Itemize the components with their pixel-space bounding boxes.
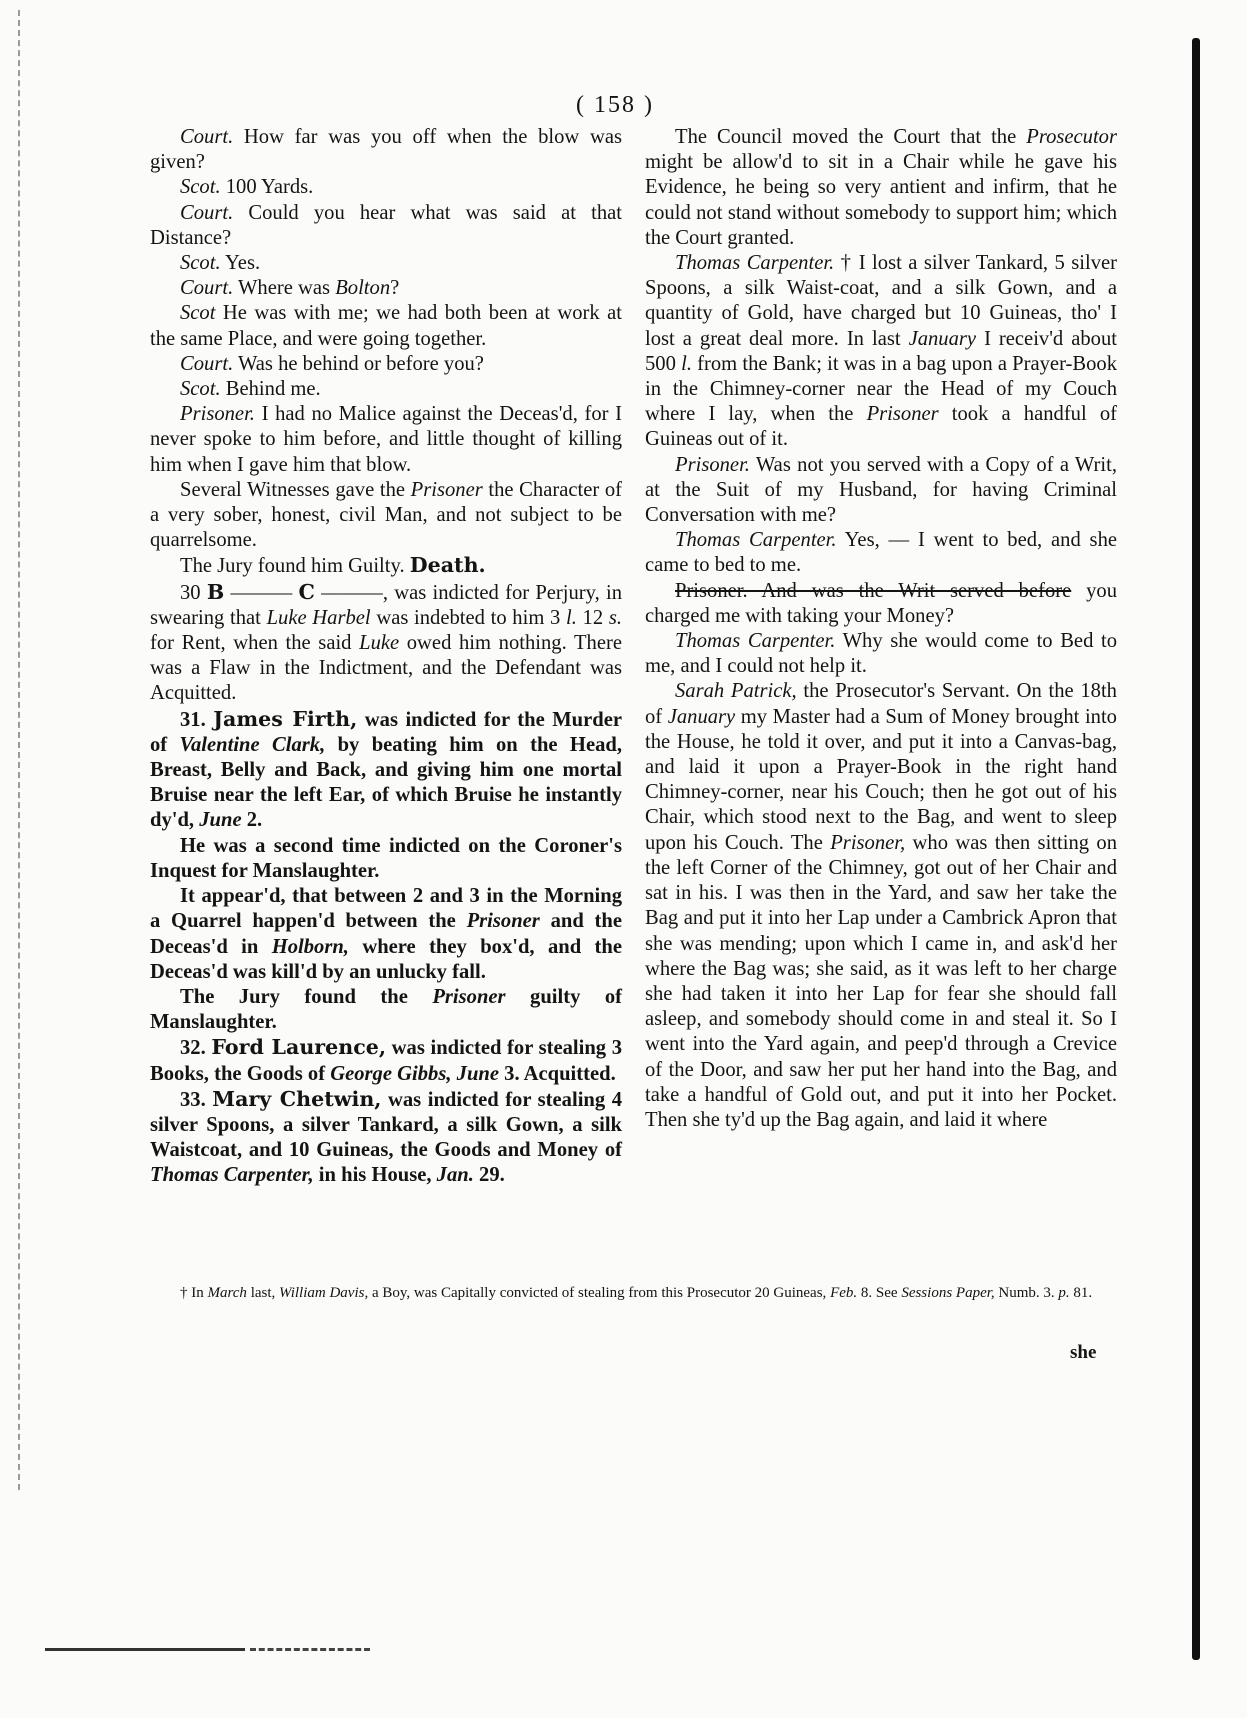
paragraph <box>150 377 622 402</box>
text-segment: It appear'd, that between 2 and 3 in the Morning a Quarrel happen'd between the <box>150 885 622 933</box>
text-segment: where they box'd, and the Deceas'd was kill'd by an unlucky fall. <box>150 935 622 983</box>
text-segment: † I lost a silver Tankard, 5 silver Spoons, a silk Waist-coat, and a silk Gown, and a quantity of Gold, have charged but 10 Guineas, tho' I lost a great deal more. In last <box>645 252 1117 350</box>
text-segment: B <box>206 579 225 604</box>
text-segment: Prisoner. <box>675 453 750 476</box>
text-segment: you charged me with taking your Money? <box>645 579 1118 627</box>
text-segment: Several Witnesses gave the <box>180 478 411 501</box>
text-segment: ? <box>390 277 400 300</box>
text-segment: Numb. 3. <box>994 1285 1059 1301</box>
text-segment: Luke <box>359 632 400 655</box>
text-segment: Where was <box>233 277 336 300</box>
text-segment: Prosecutor <box>1026 126 1117 148</box>
text-segment: Prisoner. And was the Writ served before <box>675 579 1072 602</box>
left-column <box>150 125 622 1189</box>
text-segment: was indicted for stealing 3 Books, the Goods of <box>150 1037 623 1085</box>
text-segment: Prisoner, <box>830 831 906 854</box>
scan-left-edge <box>18 10 24 1490</box>
paragraph <box>645 679 1117 1133</box>
text-segment: my Master had a Sum of Money brought into the House, he told it over, and put it into a Canvas-bag, and laid it upon a Prayer-Book in the right hand Chimney-corner, near his Couch; then he got out of his Chair, which stood next to the Bag, and went to sleep upon his Couch. The <box>645 705 1117 854</box>
text-segment: Ford Laurence, <box>211 1035 387 1060</box>
paragraph <box>150 352 622 377</box>
text-segment: Jan. <box>436 1164 474 1187</box>
text-segment: Could you hear what was said at that Distance? <box>150 201 622 249</box>
text-segment: William Davis, <box>279 1285 369 1301</box>
paragraph <box>645 629 1117 679</box>
text-segment: Court. <box>180 201 234 224</box>
page-number: ( 158 ) <box>576 92 654 118</box>
text-segment: Behind me. <box>220 378 321 401</box>
catchword: she <box>1070 1342 1097 1363</box>
text-segment: Feb. <box>830 1285 858 1301</box>
text-segment: James Firth, <box>213 706 358 731</box>
text-segment: March <box>207 1285 247 1301</box>
text-segment: 12 <box>576 606 609 629</box>
text-segment: 32. <box>180 1037 212 1060</box>
paragraph <box>150 985 622 1035</box>
text-segment: † In <box>180 1285 208 1301</box>
paragraph <box>150 276 622 301</box>
text-segment: Yes, — I went to bed, and she came to bed to me. <box>645 529 1118 577</box>
paragraph <box>150 1035 622 1086</box>
text-segment: who was then sitting on the left Corner of the Chimney, got out of her Chair and sat in his. I was then in the Yard, and saw her take the Bag and put it into her Lap under a Cambrick Apron that she was mending; upon which I came in, and ask'd her where the Bag was; she said, as it was left to her charge she had taken it into her Lap for fear she should fall asleep, and somebody should come in and steal it. So I went into the Yard again, and peep'd through a Crevice of the Door, and saw her put her hand into the Bag, and take a handful of Gold out, and put it into her Pocket. Then she ty'd up the Bag again, and laid it where <box>645 831 1118 1131</box>
text-segment: Prisoner <box>410 478 483 501</box>
text-segment: He was a second time indicted on the Coroner's Inquest for Manslaughter. <box>150 834 622 882</box>
paragraph <box>150 301 622 351</box>
text-segment: 81. <box>1069 1285 1093 1301</box>
text-segment: Prisoner <box>432 985 506 1008</box>
text-segment: Scot. <box>180 378 221 401</box>
text-segment: Court. <box>180 277 234 300</box>
scan-bottom-rule <box>45 1648 245 1651</box>
text-segment: Prisoner. <box>180 403 255 426</box>
text-segment: 8. See <box>857 1285 902 1301</box>
paragraph <box>150 201 622 251</box>
text-segment: January <box>667 705 736 728</box>
text-segment: Why she would come to Bed to me, and I could not help it. <box>645 630 1117 678</box>
text-segment: Luke Harbel <box>266 606 371 629</box>
text-segment: owed him nothing. There was a Flaw in the Indictment, and the Defendant was Acquitted. <box>150 632 622 705</box>
paragraph <box>150 175 622 200</box>
paragraph <box>645 579 1117 629</box>
text-segment: Mary Chetwin, <box>212 1086 382 1111</box>
text-segment: 33. <box>180 1088 213 1111</box>
text-segment: a Boy, was Capitally convicted of stealing from this Prosecutor 20 Guineas, <box>368 1285 831 1301</box>
text-segment: in his House, <box>313 1164 437 1187</box>
paragraph <box>645 528 1117 578</box>
text-segment: l. <box>681 352 692 375</box>
text-segment: guilty of Manslaughter. <box>150 985 622 1034</box>
scan-bottom-dash <box>250 1648 370 1654</box>
paragraph <box>150 884 622 985</box>
scan-binding-edge <box>1192 38 1200 1660</box>
text-segment: ——— <box>224 581 299 604</box>
text-segment: George Gibbs, <box>330 1062 452 1085</box>
paragraph <box>150 1087 622 1189</box>
text-segment: Thomas Carpenter. <box>675 252 835 275</box>
text-segment: Was not you served with a Copy of a Writ, at the Suit of my Husband, for having Criminal Conversation with me? <box>645 453 1117 527</box>
paragraph <box>150 251 622 276</box>
text-segment: from the Bank; it was in a bag upon a Prayer-Book in the Chimney-corner near the Head of my Couch where I lay, when the <box>645 352 1117 426</box>
text-segment: C <box>298 579 315 604</box>
text-segment: Was he behind or before you? <box>233 352 484 375</box>
text-segment: and the Deceas'd in <box>150 910 623 958</box>
text-segment: Prisoner <box>866 403 939 426</box>
text-segment: Court. <box>180 352 234 375</box>
text-segment: I had no Malice against the Deceas'd, for I never spoke to him before, and little thought of killing him when I gave him that blow. <box>150 403 622 476</box>
text-segment: 29. <box>473 1164 505 1187</box>
text-segment: Thomas Carpenter, <box>150 1164 314 1187</box>
text-segment: Holborn, <box>271 935 349 958</box>
text-segment: might be allow'd to sit in a Chair while he gave his Evidence, he being so very antient and infirm, that he could not stand without somebody to support him; which the Court granted. <box>645 151 1117 249</box>
text-segment: was indicted for the Murder of <box>150 708 622 756</box>
paragraph <box>150 478 622 554</box>
paragraph <box>150 834 622 884</box>
text-segment: was indicted for stealing 4 silver Spoons, a silver Tankard, a silk Gown, a silk Waistcoat, and 10 Guineas, the Goods and Money of <box>150 1088 623 1162</box>
text-segment: last, <box>246 1285 280 1301</box>
text-segment: was indebted to him 3 <box>370 606 566 629</box>
text-segment: Yes. <box>220 252 261 275</box>
right-column <box>645 125 1117 1133</box>
paragraph <box>150 580 622 707</box>
text-segment: Sessions Paper, <box>901 1285 995 1301</box>
text-segment: for Rent, when the said <box>150 632 360 655</box>
text-segment: 100 Yards. <box>220 176 314 199</box>
text-segment: Scot. <box>180 252 221 275</box>
text-segment: Court. <box>180 126 234 148</box>
paragraph <box>150 402 622 478</box>
text-segment: 31. <box>180 708 214 731</box>
text-segment: The Jury found the <box>180 985 433 1008</box>
text-segment: Scot. <box>180 176 221 199</box>
text-segment: the Prosecutor's Servant. On the 18th of <box>645 680 1117 728</box>
text-segment: Prisoner <box>466 910 540 933</box>
text-segment: 30 <box>180 581 207 604</box>
text-segment: ———, was indicted for Perjury, in swearing that <box>150 581 623 629</box>
text-segment: Scot <box>180 302 216 325</box>
text-segment: the Character of a very sober, honest, civil Man, and not subject to be quarrelsome. <box>150 478 622 552</box>
text-segment: I receiv'd about 500 <box>645 327 1117 375</box>
text-segment: l. <box>566 606 577 629</box>
text-segment: Thomas Carpenter. <box>675 529 837 552</box>
text-segment: Thomas Carpenter. <box>675 630 836 653</box>
paragraph <box>645 453 1117 529</box>
text-segment: The Council moved the Court that the <box>675 126 1027 148</box>
text-segment: 2. <box>241 809 263 832</box>
text-segment: January <box>908 327 977 350</box>
text-segment: by beating him on the Head, Breast, Belly and Back, and giving him one mortal Bruise near the left Ear, of which Bruise he instantly dy'd, <box>150 733 622 832</box>
paragraph <box>645 251 1117 453</box>
text-segment: 3. Acquitted. <box>499 1062 616 1085</box>
text-segment: Valentine Clark, <box>179 733 326 756</box>
text-segment: June <box>456 1062 500 1085</box>
paragraph <box>150 125 622 175</box>
paragraph <box>645 125 1117 251</box>
paragraph <box>150 707 622 834</box>
text-segment: Sarah Patrick, <box>675 680 797 703</box>
text-segment: He was with me; we had both been at work at the same Place, and were going together. <box>150 302 622 350</box>
text-segment: p. <box>1058 1285 1070 1301</box>
text-segment: Death. <box>409 553 486 578</box>
text-segment: took a handful of Guineas out of it. <box>645 403 1117 451</box>
text-segment: Bolton <box>335 277 391 300</box>
text-segment: The Jury found him Guilty. <box>180 555 410 578</box>
text-segment: s. <box>608 606 622 629</box>
text-segment: June <box>199 809 242 832</box>
paragraph <box>150 553 622 579</box>
text-segment: How far was you off when the blow was given? <box>150 126 622 174</box>
footnote <box>150 1284 1118 1303</box>
